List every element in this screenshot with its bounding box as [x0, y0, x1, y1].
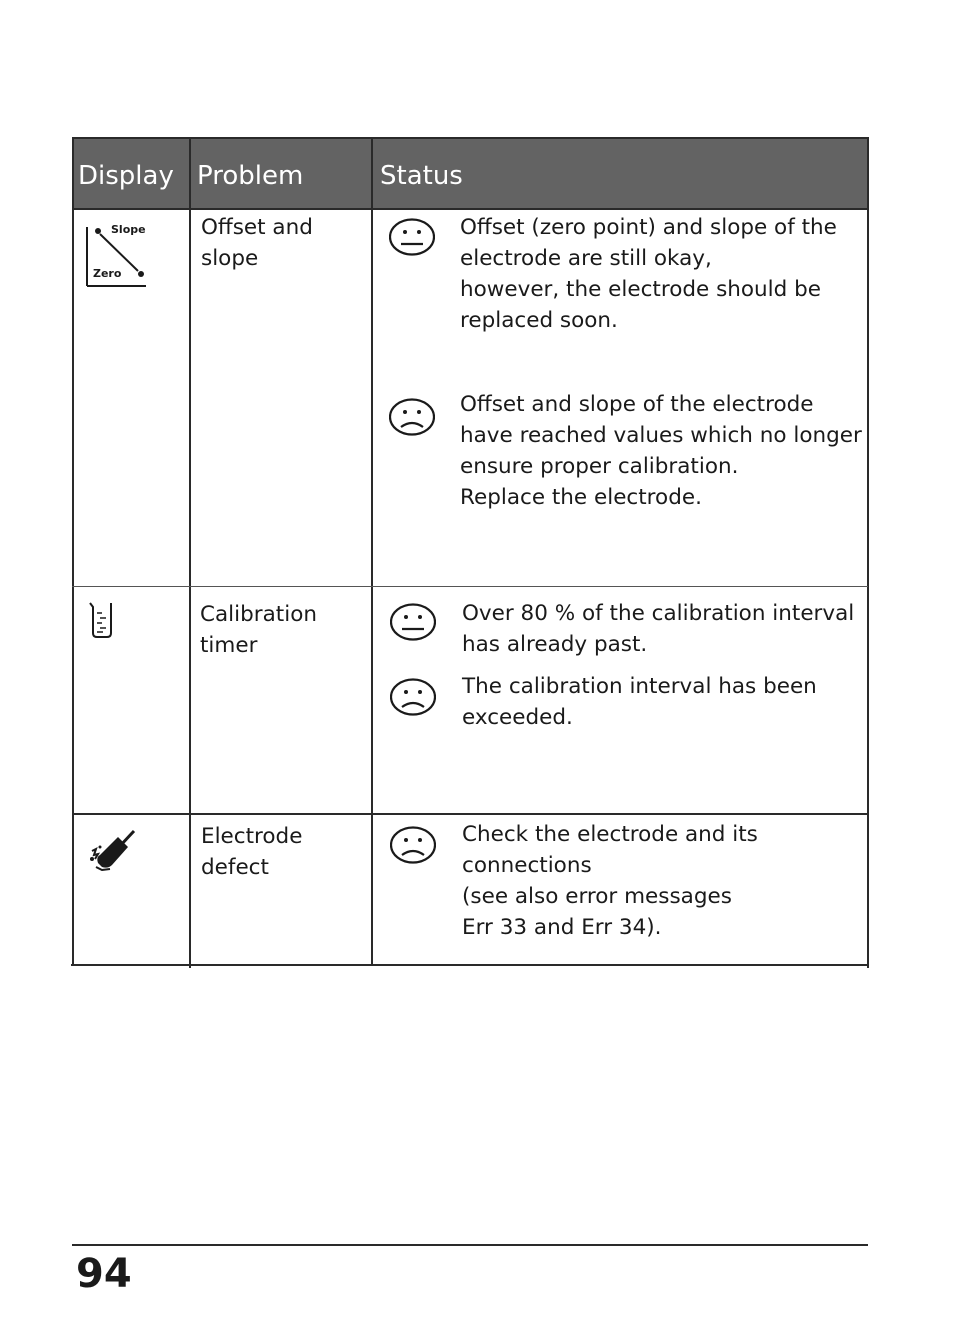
troubleshooting-table — [72, 137, 868, 966]
table-border-left — [72, 137, 74, 966]
table-border-right — [867, 137, 869, 968]
beaker-icon — [88, 599, 114, 643]
footer-rule — [72, 1244, 868, 1246]
row-divider — [72, 208, 868, 210]
sad-face-icon — [390, 825, 436, 867]
status-text: Check the electrode and its connections (see also error messages Err 33 and Err 34). — [462, 822, 758, 940]
problem-calibration-timer: Calibration timer — [200, 602, 317, 658]
header-display: Display — [78, 161, 174, 191]
slope-label: Slope — [111, 223, 146, 236]
sad-face-icon — [389, 397, 435, 439]
column-divider — [371, 137, 373, 966]
problem-offset-slope: Offset and slope — [201, 215, 313, 271]
header-problem: Problem — [197, 161, 304, 191]
table-header — [72, 137, 868, 209]
row-divider — [72, 813, 868, 815]
neutral-face-icon — [389, 217, 435, 259]
zero-label: Zero — [93, 267, 122, 280]
column-divider — [189, 137, 191, 968]
status-text: Over 80 % of the calibration interval has already past. — [462, 601, 855, 657]
sad-face-icon — [390, 677, 436, 719]
broken-electrode-icon — [88, 829, 138, 875]
neutral-face-icon — [390, 602, 436, 644]
page-number: 94 — [76, 1251, 132, 1297]
status-text: The calibration interval has been exceeded. — [462, 674, 817, 730]
table-border-bottom — [71, 964, 868, 966]
problem-electrode-defect: Electrode defect — [201, 824, 303, 880]
status-text: Offset (zero point) and slope of the electrode are still okay, however, the electrode should be replaced soon. — [460, 215, 837, 333]
header-status: Status — [380, 161, 463, 191]
status-text: Offset and slope of the electrode have reached values which no longer ensure proper calibration. Replace the electrode. — [460, 392, 862, 510]
row-divider — [72, 586, 868, 587]
